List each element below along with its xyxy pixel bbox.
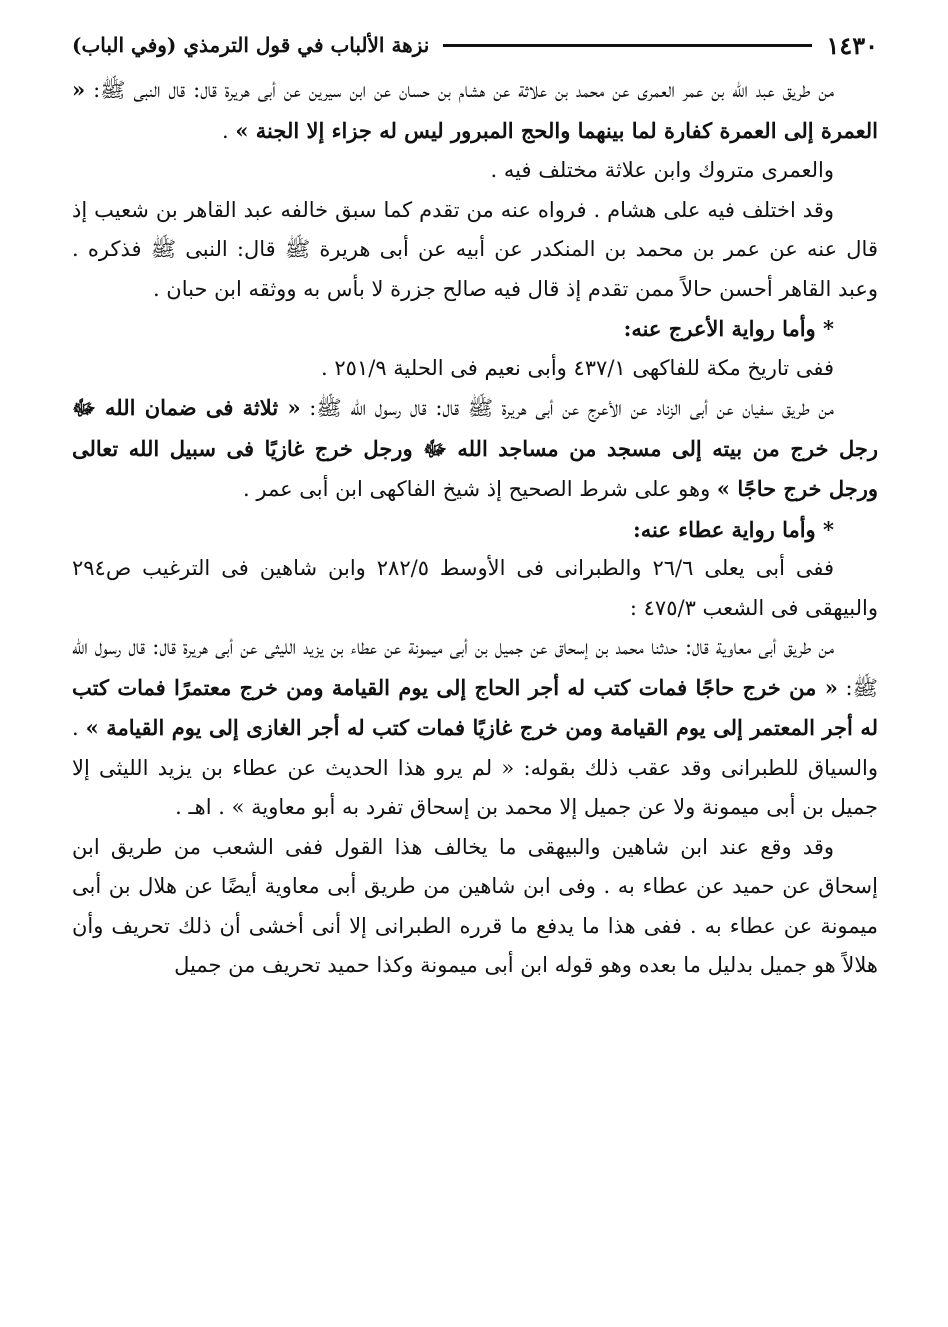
paragraph-text: ففى تاريخ مكة للفاكهى ٤٣٧/١ وأبى نعيم فى الحلية ٢٥١/٩ . — [321, 355, 834, 380]
paragraph-text: من طريق عبد الله بن عمر العمرى عن محمد بن علاثة عن هشام بن حسان عن ابن سيرين عن أبى هريرة قال: قال النبى ﷺ: — [85, 78, 834, 102]
hadith-text: « من خرج حاجًا فمات كتب له أجر الحاج إلى يوم القيامة ومن خرج معتمرًا فمات كتب له أجر المعتمر إلى يوم القيامة ومن خرج غازيًا فمات كتب له أجر الغازى إلى يوم القيامة » — [72, 674, 878, 740]
section-heading: * وأما رواية الأعرج عنه: — [623, 316, 834, 341]
page-number: ١٤٣٠ — [826, 30, 878, 60]
paragraph — [72, 628, 878, 828]
hadith-text: « ثلاثة فى ضمان الله ﷻ رجل خرج من بيته إلى مسجد من مساجد الله ﷻ ورجل خرج غازيًا فى سبيل الله تعالى ورجل خرج حاجًا » — [72, 395, 878, 501]
running-header — [72, 28, 878, 62]
paragraph-text: من طريق أبى معاوية قال: حدثنا محمد بن إسحاق عن جميل بن أبى ميمونة عن عطاء بن يزيد الليثى عن أبى هريرة قال: قال رسول الله ﷺ: — [72, 635, 879, 700]
paragraph — [72, 151, 878, 191]
paragraph — [72, 828, 878, 986]
section-heading: * وأما رواية عطاء عنه: — [633, 516, 834, 542]
paragraph-text: . والسياق للطبرانى وقد عقب ذلك بقوله: « لم يرو هذا الحديث عن عطاء بن يزيد الليثى إلا جميل بن أبى ميمونة ولا عن جميل إلا محمد بن إسحاق تفرد به أبو معاوية » . اهـ . — [72, 716, 878, 819]
body-text — [72, 70, 878, 986]
paragraph-text: وقد وقع عند ابن شاهين والبيهقى ما يخالف هذا القول ففى الشعب من طريق ابن إسحاق عن حميد عن عطاء به . وفى ابن شاهين من طريق أبى معاوية أيضًا عن هلال بن أبى ميمونة عن عطاء به . ففى هذا ما يدفع ما قرره الطبرانى إلا أنى أخشى أن ذلك تحريف وأن هلالاً هو جميل بدليل ما بعده وهو قوله ابن أبى ميمونة وكذا حميد تحريف من جميل — [72, 834, 878, 977]
paragraph-text: . — [222, 118, 236, 143]
paragraph — [72, 191, 878, 310]
document-page — [72, 28, 878, 986]
header-rule — [443, 44, 812, 47]
paragraph — [72, 388, 878, 510]
paragraph-text: وقد اختلف فيه على هشام . فرواه عنه من تقدم كما سبق خالفه عبد القاهر بن شعيب إذ قال عنه عن عمر بن محمد بن المنكدر عن أبيه عن أبى هريرة ﷺ قال: النبى ﷺ فذكره . وعبد القاهر أحسن حالاً ممن تقدم إذ قال فيه صالح جزرة لا بأس به ووثقه ابن حبان . — [72, 197, 878, 301]
paragraph — [72, 70, 878, 151]
paragraph — [72, 549, 878, 628]
paragraph-text: من طريق سفيان عن أبى الزناد عن الأعرج عن أبى هريرة ﷺ قال: قال رسول الله ﷺ: — [300, 396, 834, 420]
book-title: نزهة الألباب في قول الترمذي (وفي الباب) — [72, 33, 430, 57]
paragraph-text: وهو على شرط الصحيح إذ شيخ الفاكهى ابن أبى عمر . — [243, 477, 717, 501]
hadith-text: « العمرة إلى العمرة كفارة لما بينهما والحج المبرور ليس له جزاء إلا الجنة » — [72, 77, 878, 143]
paragraph-text: والعمرى متروك وابن علاثة مختلف فيه . — [490, 158, 834, 182]
paragraph-text: ففى أبى يعلى ٢٦/٦ والطبرانى فى الأوسط ٢٨٢/٥ وابن شاهين فى الترغيب ص٢٩٤ والبيهقى فى الشعب ٤٧٥/٣ : — [72, 556, 878, 620]
paragraph — [72, 349, 878, 389]
